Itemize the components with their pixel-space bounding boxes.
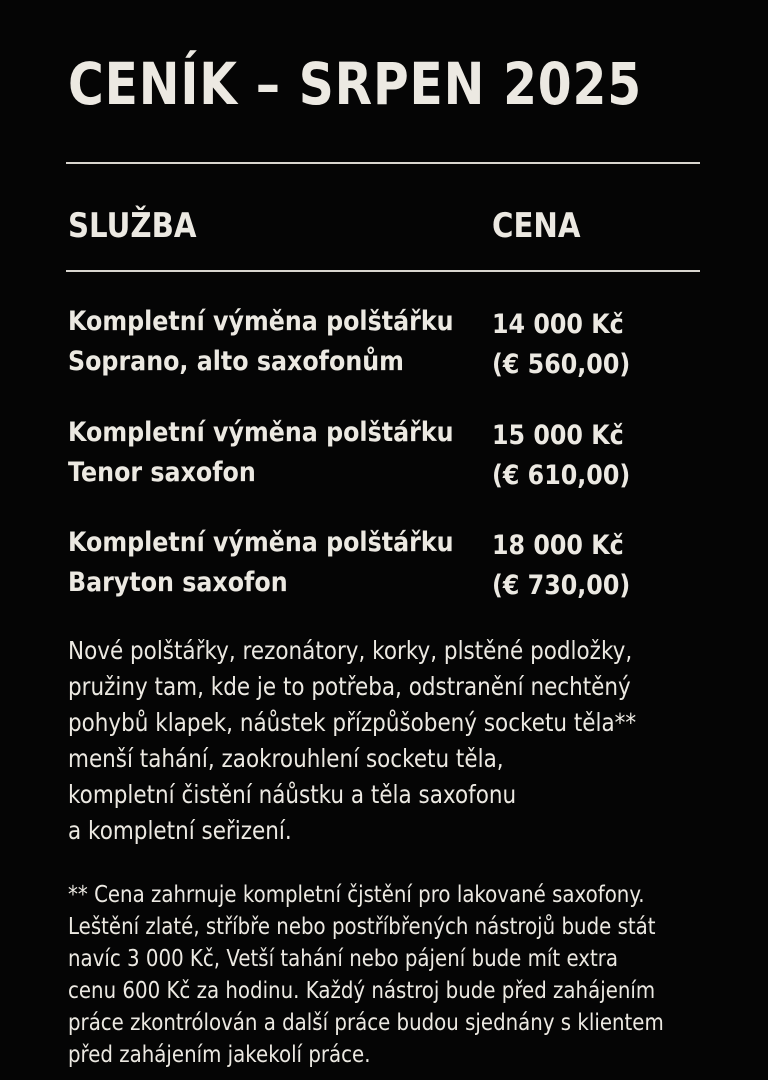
page-title: CENÍK – SRPEN 2025 <box>68 50 643 118</box>
price-czk: 18 000 Kč <box>492 530 624 561</box>
price-row-2 <box>492 416 630 496</box>
price-row-3 <box>492 526 630 606</box>
footnote-line: navíc 3 000 Kč, Vetší tahání nebo pájení bude mít extra <box>68 946 618 972</box>
description-line: pohybů klapek, náůstek přízpůšobený socketu těla** <box>68 708 637 737</box>
price-row-1 <box>492 305 630 385</box>
description-line: kompletní čistění náůstku a těla saxofonu <box>68 780 517 809</box>
footnote <box>68 879 664 1071</box>
description-line: Nové polštářky, rezonátory, korky, plstěné podložky, <box>68 636 633 665</box>
description-line: a kompletní seřizení. <box>68 816 292 845</box>
service-row-2 <box>68 413 454 493</box>
footnote-line: cenu 600 Kč za hodinu. Každý nástroj bude před zahájením <box>68 978 656 1004</box>
price-czk: 15 000 Kč <box>492 420 624 451</box>
service-instrument: Baryton saxofon <box>68 567 288 598</box>
price-eur: (€ 610,00) <box>492 460 631 491</box>
price-eur: (€ 560,00) <box>492 349 631 380</box>
service-instrument: Soprano, alto saxofonům <box>68 346 404 377</box>
header-divider <box>66 270 700 272</box>
footnote-line: Leštění zlaté, stříbře nebo postříbřených nástrojů bude stát <box>68 914 656 940</box>
column-header-service: SLUŽBA <box>68 206 197 246</box>
footnote-line: ** Cena zahrnuje kompletní čjstění pro lakované saxofony. <box>68 882 645 908</box>
service-name: Kompletní výměna polštářku <box>68 417 454 448</box>
service-instrument: Tenor saxofon <box>68 457 256 488</box>
service-description <box>68 633 636 849</box>
service-row-1 <box>68 302 454 382</box>
footnote-line: před zahájením jakekolí práce. <box>68 1042 371 1068</box>
footnote-line: práce zkontrólován a další práce budou sjednány s klientem <box>68 1010 664 1036</box>
service-name: Kompletní výměna polštářku <box>68 306 454 337</box>
service-name: Kompletní výměna polštářku <box>68 527 454 558</box>
price-eur: (€ 730,00) <box>492 570 631 601</box>
column-header-price: CENA <box>492 206 581 246</box>
description-line: pružiny tam, kde je to potřeba, odstranění nechtěný <box>68 672 631 701</box>
price-czk: 14 000 Kč <box>492 309 624 340</box>
title-divider <box>66 162 700 164</box>
service-row-3 <box>68 523 454 603</box>
description-line: menší tahání, zaokrouhlení socketu těla, <box>68 744 504 773</box>
